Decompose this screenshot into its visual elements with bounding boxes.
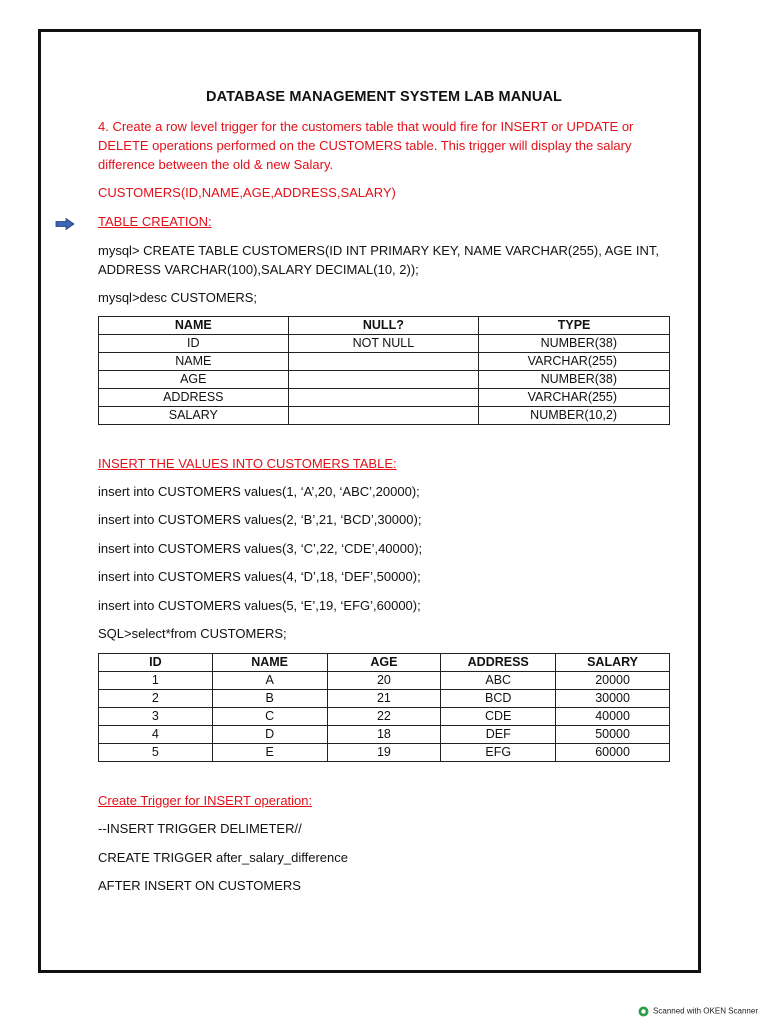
desc-cell-null [288,353,479,371]
insert-statement-5: insert into CUSTOMERS values(5, ‘E’,19, ‘EFG’,60000); [98,598,421,613]
data-cell-age: 21 [327,690,441,708]
table-row [99,690,670,708]
data-cell-salary: 30000 [556,690,670,708]
table-row [99,389,670,407]
desc-table-header-row [99,317,670,335]
desc-cell-type: NUMBER(10,2) [479,407,670,425]
desc-cell-type: VARCHAR(255) [479,353,670,371]
table-row [99,708,670,726]
data-cell-id: 3 [99,708,213,726]
data-cell-address: DEF [441,726,556,744]
insert-statement-1: insert into CUSTOMERS values(1, ‘A’,20, ‘ABC’,20000); [98,484,420,499]
data-cell-age: 20 [327,672,441,690]
table-creation-heading: TABLE CREATION: [98,214,212,229]
data-header-name: NAME [212,654,327,672]
desc-cell-null [288,407,479,425]
data-cell-name: C [212,708,327,726]
desc-cell-type: NUMBER(38) [479,371,670,389]
desc-header-null: NULL? [288,317,479,335]
desc-table [98,316,670,425]
question-line-3: difference between the old & new Salary. [98,157,334,172]
trigger-heading: Create Trigger for INSERT operation: [98,793,313,808]
data-cell-age: 22 [327,708,441,726]
data-cell-id: 5 [99,744,213,762]
trigger-line-1: --INSERT TRIGGER DELIMETER// [98,821,302,836]
data-header-address: ADDRESS [441,654,556,672]
table-row [99,726,670,744]
desc-cell-null [288,371,479,389]
table-row [99,672,670,690]
insert-statement-4: insert into CUSTOMERS values(4, ‘D’,18, ‘DEF’,50000); [98,569,421,584]
data-cell-name: E [212,744,327,762]
trigger-line-3: AFTER INSERT ON CUSTOMERS [98,878,301,893]
data-cell-salary: 60000 [556,744,670,762]
data-header-id: ID [99,654,213,672]
desc-cell-name: ID [99,335,289,353]
desc-cell-name: AGE [99,371,289,389]
customers-data-table [98,653,670,762]
trigger-line-2: CREATE TRIGGER after_salary_difference [98,850,348,865]
desc-cell-type: VARCHAR(255) [479,389,670,407]
data-cell-name: D [212,726,327,744]
desc-cell-type: NUMBER(38) [479,335,670,353]
data-header-age: AGE [327,654,441,672]
scanner-footer-text: Scanned with OKEN Scanner [653,1006,758,1016]
page-title: DATABASE MANAGEMENT SYSTEM LAB MANUAL [206,89,562,105]
insert-statement-3: insert into CUSTOMERS values(3, ‘C’,22, ‘CDE’,40000); [98,541,423,556]
table-row [99,371,670,389]
data-cell-address: ABC [441,672,556,690]
data-table-header-row [99,654,670,672]
desc-cell-name: SALARY [99,407,289,425]
data-cell-salary: 20000 [556,672,670,690]
create-stmt-line-1: mysql> CREATE TABLE CUSTOMERS(ID INT PRIMARY KEY, NAME VARCHAR(255), AGE INT, [98,243,659,258]
select-command: SQL>select*from CUSTOMERS; [98,626,287,641]
data-cell-address: EFG [441,744,556,762]
question-line-1: 4. Create a row level trigger for the customers table that would fire for INSERT or UPDATE or [98,119,634,134]
table-row [99,353,670,371]
desc-cell-name: ADDRESS [99,389,289,407]
desc-command: mysql>desc CUSTOMERS; [98,290,258,305]
table-row [99,744,670,762]
data-cell-salary: 40000 [556,708,670,726]
data-cell-id: 2 [99,690,213,708]
create-stmt-line-2: ADDRESS VARCHAR(100),SALARY DECIMAL(10, 2)); [98,262,419,277]
data-cell-age: 19 [327,744,441,762]
table-row [99,407,670,425]
insert-heading: INSERT THE VALUES INTO CUSTOMERS TABLE: [98,456,397,471]
insert-statement-2: insert into CUSTOMERS values(2, ‘B’,21, ‘BCD’,30000); [98,512,422,527]
data-cell-age: 18 [327,726,441,744]
data-cell-address: CDE [441,708,556,726]
schema-line: CUSTOMERS(ID,NAME,AGE,ADDRESS,SALARY) [98,185,396,200]
question-line-2: DELETE operations performed on the CUSTOMERS table. This trigger will display the salary [98,138,632,153]
desc-cell-null [288,389,479,407]
data-cell-salary: 50000 [556,726,670,744]
data-cell-address: BCD [441,690,556,708]
desc-cell-name: NAME [99,353,289,371]
desc-header-name: NAME [99,317,289,335]
scanner-logo-icon [638,1006,649,1017]
data-cell-name: B [212,690,327,708]
data-cell-id: 4 [99,726,213,744]
arrow-right-icon [55,218,75,230]
data-cell-name: A [212,672,327,690]
data-cell-id: 1 [99,672,213,690]
desc-header-type: TYPE [479,317,670,335]
scanner-footer [638,1006,758,1017]
desc-cell-null: NOT NULL [288,335,479,353]
data-header-salary: SALARY [556,654,670,672]
table-row [99,335,670,353]
